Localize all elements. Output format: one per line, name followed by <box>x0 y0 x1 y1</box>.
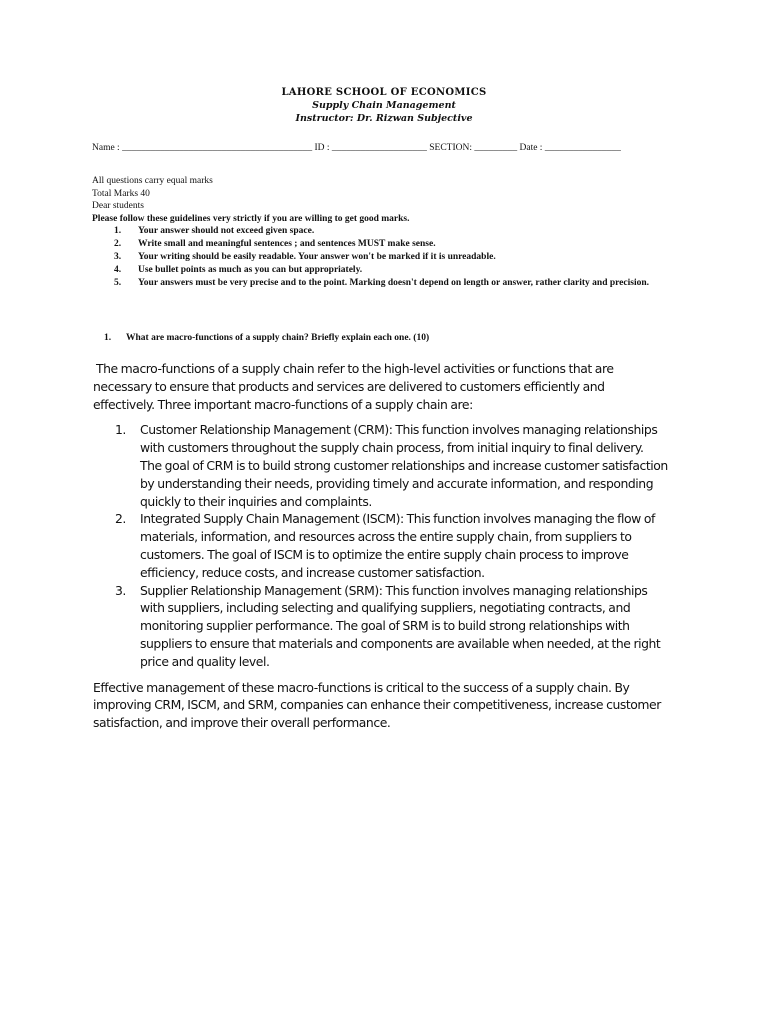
guideline-number: 2. <box>114 239 122 249</box>
guideline-item <box>92 225 662 238</box>
salutation: Dear students <box>92 201 144 211</box>
item-text: Supplier Relationship Management (SRM): This function involves managing relationships with suppliers, including selecting and qualifying suppliers, negotiating contracts, and monitoring supplier performance. The goal of SRM is to build strong relationships with suppliers to ensure that materials and components are available when needed, at the right price and quality level. <box>140 582 661 669</box>
course-title: Supply Chain Management <box>312 100 456 111</box>
guideline-text: Write small and meaningful sentences ; and sentences MUST make sense. <box>138 239 436 249</box>
instructions-block <box>92 175 662 290</box>
guideline-number: 1. <box>114 226 122 236</box>
guideline-item <box>92 251 662 264</box>
guideline-number: 3. <box>114 252 122 262</box>
guidelines-list <box>92 225 662 290</box>
item-number: 1. <box>115 422 126 438</box>
guidelines-intro: Please follow these guidelines very strictly if you are willing to get good marks. <box>92 213 410 224</box>
guideline-text: Your answer should not exceed given space. <box>138 226 315 236</box>
name-field: ________________________________________ <box>122 143 313 153</box>
macro-function-item <box>93 421 668 510</box>
section-field: _________ <box>474 143 518 153</box>
answer-block <box>93 360 668 732</box>
item-number: 3. <box>115 582 126 598</box>
question-number: 1. <box>104 333 112 343</box>
student-info-line <box>92 143 672 153</box>
item-number: 2. <box>115 511 126 527</box>
answer-conclusion: Effective management of these macro-functions is critical to the success of a supply chain. By improving CRM, ISCM, and SRM, companies can enhance their competitiveness, increase customer satisfaction, and improve their overall performance. <box>93 679 661 731</box>
total-marks: Total Marks 40 <box>92 188 150 199</box>
guideline-text: Your answers must be very precise and to the point. Marking doesn't depend on length or answer, rather clarity and precision. <box>138 278 649 288</box>
item-text: Integrated Supply Chain Management (ISCM): This function involves managing the flow of materials, information, and resources across the entire supply chain, from suppliers to customers. The goal of ISCM is to optimize the entire supply chain process to improve efficiency, reduce costs, and increase customer satisfaction. <box>140 511 655 580</box>
guideline-text: Your writing should be easily readable. Your answer won't be marked if it is unreadable. <box>138 252 496 262</box>
guideline-number: 5. <box>114 278 122 288</box>
guideline-number: 4. <box>114 265 122 275</box>
date-label: Date : <box>519 143 543 153</box>
guideline-text: Use bullet points as much as you can but appropriately. <box>138 265 363 275</box>
macro-function-item <box>93 510 668 581</box>
marks-note: All questions carry equal marks <box>92 176 213 186</box>
section-label: SECTION: <box>429 143 472 153</box>
question-1 <box>104 333 664 343</box>
date-field: ________________ <box>544 143 621 153</box>
guideline-item <box>92 238 662 251</box>
answer-intro: The macro-functions of a supply chain refer to the high-level activities or functions that are necessary to ensure that products and services are delivered to customers efficiently and effectively. Three important macro-functions of a supply chain are: <box>93 361 614 412</box>
macro-functions-list <box>93 421 668 670</box>
item-text: Customer Relationship Management (CRM): This function involves managing relationships with customers throughout the supply chain process, from initial inquiry to final delivery. The goal of CRM is to build strong customer relationships and increase customer satisfaction by understanding their needs, providing timely and accurate information, and responding quickly to their inquiries and complaints. <box>140 422 668 509</box>
name-label: Name : <box>92 143 120 153</box>
document-header <box>0 86 768 125</box>
school-name: LAHORE SCHOOL OF ECONOMICS <box>281 87 487 98</box>
instructor-line: Instructor: Dr. Rizwan Subjective <box>295 113 473 124</box>
guideline-item <box>92 264 662 277</box>
macro-function-item <box>93 582 668 671</box>
guideline-item <box>92 277 662 290</box>
question-text: What are macro-functions of a supply chain? Briefly explain each one. (10) <box>126 333 430 343</box>
id-label: ID : <box>314 143 330 153</box>
id-field: ____________________ <box>331 143 427 153</box>
